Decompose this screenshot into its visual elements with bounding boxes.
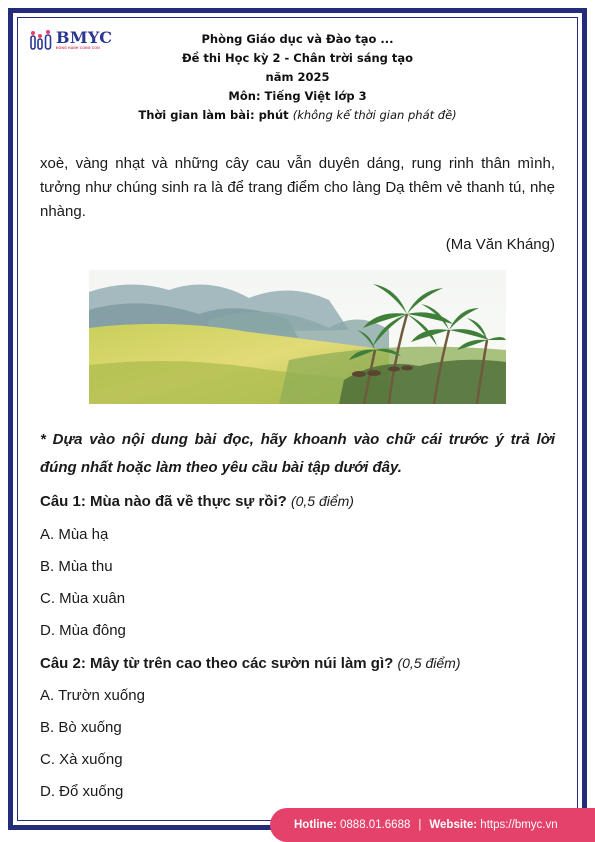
hotline-label: Hotline: — [294, 819, 337, 831]
hotline-number[interactable]: 0888.01.6688 — [340, 819, 411, 831]
question-score: (0,5 điểm) — [397, 655, 461, 671]
website-link[interactable]: https://bmyc.vn — [480, 819, 558, 831]
question-2-option-d[interactable]: D. Đổ xuống — [40, 783, 124, 800]
question-1-option-d[interactable]: D. Mùa đông — [40, 622, 126, 639]
question-1-option-c[interactable]: C. Mùa xuân — [40, 590, 126, 607]
question-text: Câu 1: Mùa nào đã về thực sự rồi? — [40, 493, 287, 510]
logo-name: BMYC — [56, 27, 113, 47]
header-line-time — [0, 106, 595, 125]
question-2-option-a[interactable]: A. Trườn xuống — [40, 687, 145, 704]
landscape-illustration — [89, 270, 506, 404]
time-note: (không kể thời gian phát đề) — [292, 108, 457, 122]
question-text: Câu 2: Mây từ trên cao theo các sườn núi làm gì? — [40, 655, 394, 672]
logo-slogan: ĐỒNG HÀNH CÙNG CON — [56, 45, 100, 50]
header-line-department: Phòng Giáo dục và Đào tạo ... — [201, 32, 394, 46]
question-2-option-c[interactable]: C. Xà xuống — [40, 751, 123, 768]
contact-footer — [270, 808, 595, 842]
header-line-subject: Môn: Tiếng Việt lớp 3 — [228, 89, 367, 103]
question-2-title — [40, 655, 461, 672]
question-score: (0,5 điểm) — [290, 493, 354, 509]
question-1-option-b[interactable]: B. Mùa thu — [40, 558, 113, 575]
exam-header — [0, 27, 595, 125]
question-1-title — [40, 493, 354, 510]
website-label: Website: — [429, 819, 478, 831]
question-1-option-a[interactable]: A. Mùa hạ — [40, 526, 109, 543]
footer-separator: | — [418, 819, 422, 831]
reading-passage: xoè, vàng nhạt và những cây cau vẫn duyên dáng, rung rinh thân mình, tưởng như chúng sinh ra là để trang điểm cho làng Dạ thêm vẻ thanh tú, nhẹ nhàng. — [40, 155, 555, 220]
header-line-exam: Đề thi Học kỳ 2 - Chân trời sáng tạo — [181, 51, 414, 65]
instruction-text: * Dựa vào nội dung bài đọc, hãy khoanh vào chữ cái trước ý trả lời đúng nhất hoặc làm theo yêu cầu bài tập dưới đây. — [40, 431, 555, 476]
question-2-option-b[interactable]: B. Bò xuống — [40, 719, 122, 736]
header-line-year: năm 2025 — [265, 70, 330, 84]
passage-author: (Ma Văn Kháng) — [445, 236, 555, 253]
time-label: Thời gian làm bài: phút — [138, 108, 289, 122]
